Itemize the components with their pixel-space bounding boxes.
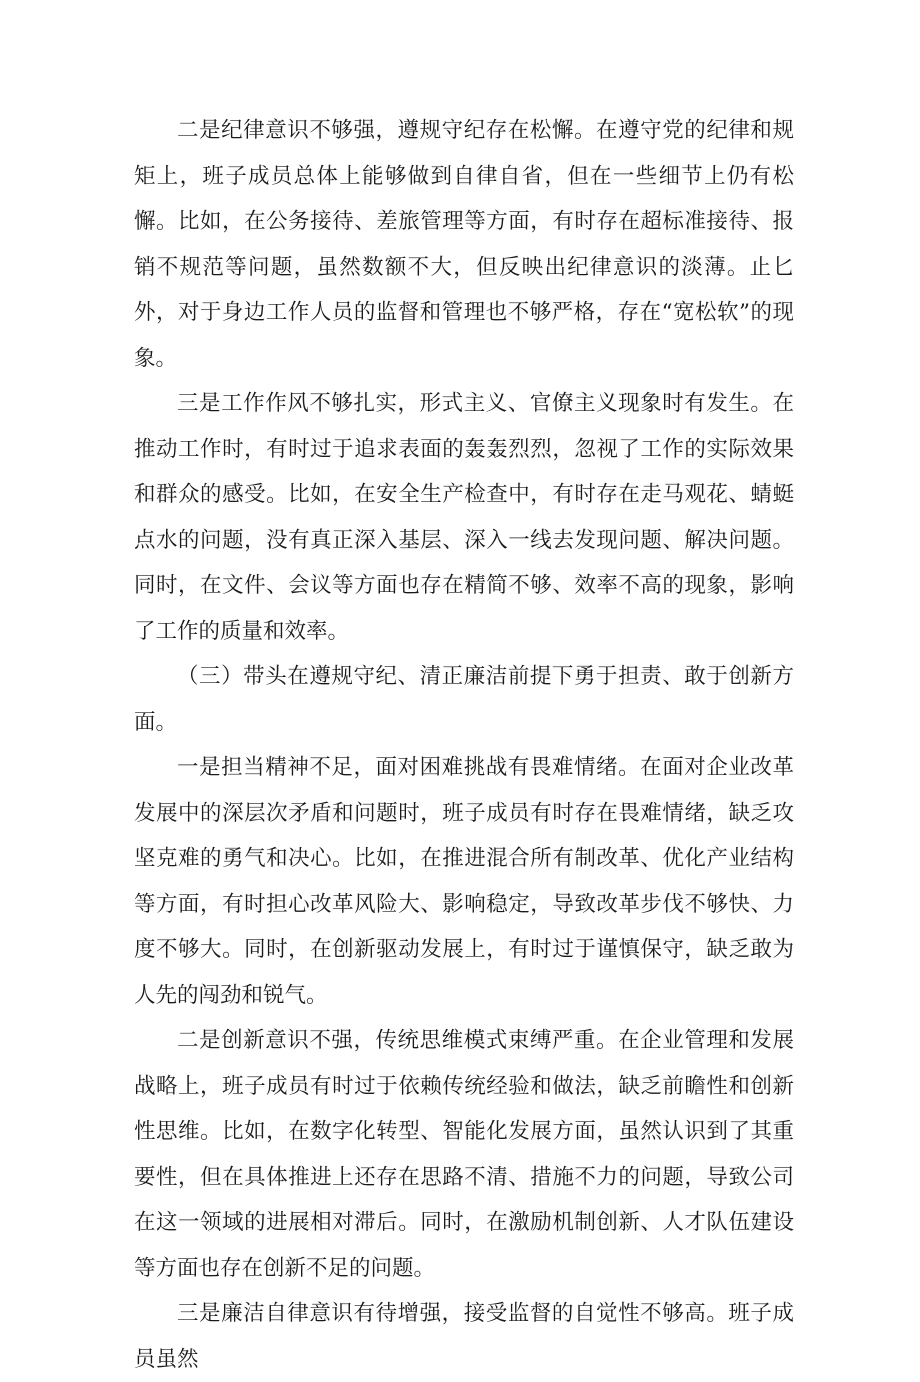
paragraph-discipline-awareness: 二是纪律意识不够强，遵规守纪存在松懈。在遵守党的纪律和规矩上，班子成员总体上能够做到自律自省，但在一些细节上仍有松懈。比如，在公务接待、差旅管理等方面，有时存在超标准接待、报销不规范等问题，虽然数额不大，但反映出纪律意识的淡薄。止匕外，对于身边工作人员的监督和管理也不够严格，存在“宽松软”的现象。 [134, 118, 794, 371]
section-heading-responsibility-innovation: （三）带头在遵规守纪、清正廉洁前提下勇于担责、敢于创新方面。 [134, 664, 794, 735]
document-body [134, 108, 794, 1382]
paragraph-integrity: 三是廉洁自律意识有待增强，接受监督的自觉性不够高。班子成员虽然 [134, 1301, 794, 1372]
paragraph-responsibility: 一是担当精神不足，面对困难挑战有畏难情绪。在面对企业改革发展中的深层次矛盾和问题时，班子成员有时存在畏难情绪，缺乏攻坚克难的勇气和决心。比如，在推进混合所有制改革、优化产业结构等方面，有时担心改革风险大、影响稳定，导致改革步伐不够快、力度不够大。同时，在创新驱动发展上，有时过于谨慎保守，缺乏敢为人先的闯劲和锐气。 [134, 755, 794, 1008]
paragraph-innovation: 二是创新意识不强，传统思维模式束缚严重。在企业管理和发展战略上，班子成员有时过于依赖传统经验和做法，缺乏前瞻性和创新性思维。比如，在数字化转型、智能化发展方面，虽然认识到了其重要性，但在具体推进上还存在思路不清、措施不力的问题，导致公司在这一领域的进展相对滞后。同时，在激励机制创新、人才队伍建设等方面也存在创新不足的问题。 [134, 1028, 794, 1281]
paragraph-work-style: 三是工作作风不够扎实，形式主义、官僚主义现象时有发生。在推动工作时，有时过于追求表面的轰轰烈烈，忽视了工作的实际效果和群众的感受。比如，在安全生产检查中，有时存在走马观花、蜻蜓点水的问题，没有真正深入基层、深入一线去发现问题、解决问题。同时，在文件、会议等方面也存在精简不够、效率不高的现象，影响了工作的质量和效率。 [134, 391, 794, 644]
